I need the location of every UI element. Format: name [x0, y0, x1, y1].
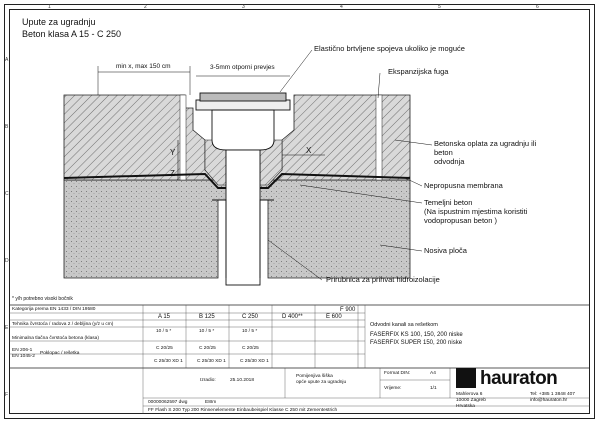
expansion-joint-left	[180, 95, 186, 180]
hauraton-logo-icon	[456, 368, 476, 388]
col-b125: B 125	[199, 314, 215, 320]
thickness-a15: 10 / 5 *	[156, 329, 172, 334]
description-line-2: opće upute za ugradnju	[296, 380, 347, 385]
flange-callout: Prirubnica za prihvat hidroizolacije	[326, 275, 440, 284]
channel-body	[196, 100, 290, 110]
company-address	[456, 392, 486, 410]
formwork-line-2: beton	[434, 148, 453, 157]
width-dimension-label: min x, max 150 cm	[116, 63, 171, 70]
date: 25.10.2018	[230, 378, 255, 383]
x-dimension-label: X	[306, 146, 312, 155]
formwork-line-1: Betonska oplata za ugradnju ili	[434, 139, 537, 148]
expansion-callout: Ekspanzijska fuga	[388, 67, 449, 76]
zone-d: D	[5, 258, 9, 264]
zone-5: 5	[438, 4, 441, 10]
page-label: Vrijeme:	[384, 386, 402, 391]
description-line-1: Pomijenjiva šiška	[296, 374, 333, 379]
product-header: Odvodni kanali sa rešetkom	[370, 322, 438, 328]
format-value: A4	[430, 371, 436, 376]
address-line-3: Hrvatska	[456, 404, 475, 409]
thickness-c250: 10 / 5 *	[242, 329, 258, 334]
col-c250: C 250	[242, 314, 259, 320]
foundation-callout	[424, 198, 527, 225]
document-code: E8Im	[205, 400, 217, 405]
product-2: FASERFIX SUPER 150, 200 niske	[370, 340, 463, 346]
col-a15: A 15	[158, 314, 171, 320]
address-line-2: 10000 Zagreb	[456, 398, 486, 403]
formwork-line-3: odvodnja	[434, 157, 465, 166]
page-value: 1/1	[430, 386, 437, 391]
company-email: info@hauraton.hr	[530, 398, 568, 403]
expansion-joint-right	[376, 95, 382, 180]
grate-b125: C 25/30 XD 1	[197, 359, 226, 364]
zone-3: 3	[242, 4, 245, 10]
thickness-b125: 10 / 5 *	[199, 329, 215, 334]
channel-trough	[212, 110, 274, 150]
row-label-category: Kategorija prema EN 1433 / DIN 19580	[12, 307, 96, 312]
made-by-label: Izradio:	[200, 378, 216, 383]
grate-c250: C 25/30 XD 1	[240, 359, 269, 364]
zone-2: 2	[144, 4, 147, 10]
zone-c: C	[5, 191, 9, 197]
row-label-concrete: Minimalna tlačna čvrstoća betona (klasa)	[12, 336, 99, 341]
membrane-callout: Nepropusna membrana	[424, 181, 503, 190]
zone-b: B	[5, 124, 9, 130]
row-label-thickness: Tehnika čvrstoća / radova 2 / debljina (y/z u cm)	[12, 322, 114, 327]
title-line-1: Upute za ugradnju	[22, 17, 96, 27]
grate-a15: C 25/30 XD 1	[154, 359, 183, 364]
company-phone: Tel: +385 1 3848 407	[530, 392, 575, 397]
concrete-c250: C 20/25	[242, 346, 259, 351]
col-d400: D 400**	[282, 314, 303, 320]
col-f900: F 900	[340, 307, 356, 313]
y-dimension-label: Y	[170, 148, 176, 157]
row-label-grate: Poklopac / rešetka	[40, 351, 80, 356]
drawing-footer: FF Flash S 200 Typ 200 Rinnenelemente Einbaubeispiel Klasse C 250 mit Zementestrich	[148, 408, 338, 413]
formwork-callout	[434, 139, 536, 166]
zone-4: 4	[340, 4, 343, 10]
z-dimension-label: Z	[170, 169, 175, 178]
class-code-2: EN 1045-2	[12, 354, 35, 359]
zone-a: A	[5, 57, 9, 63]
title-line-2: Beton klasa A 15 - C 250	[22, 29, 122, 39]
drawing-number: 00000062597 dwg	[148, 400, 188, 405]
seal-callout: Elastično brtvljene spojeva ukoliko je moguće	[314, 44, 465, 53]
foundation-line-2: (Na ispustnim mjestima koristiti	[424, 207, 528, 216]
concrete-left	[64, 95, 218, 180]
format-label: Format DIN:	[384, 371, 411, 376]
zone-f: F	[5, 392, 9, 398]
drain-pipe	[226, 150, 260, 285]
product-1: FASERFIX KS 100, 150, 200 niske	[370, 332, 463, 338]
description	[296, 374, 346, 386]
foundation-line-1: Temeljni beton	[424, 198, 473, 207]
concrete-b125: C 20/25	[199, 346, 216, 351]
concrete-a15: C 20/25	[156, 346, 173, 351]
class-code-1: EN 206-1	[12, 348, 33, 353]
channel-grate	[200, 93, 286, 101]
col-e600: E 600	[326, 314, 342, 320]
zone-1: 1	[48, 4, 51, 10]
footnote: * y/h potrebno visoki bočnik	[12, 296, 73, 302]
zone-e: E	[5, 325, 9, 331]
slab-callout: Nosiva ploča	[424, 246, 467, 255]
company-logo: hauraton	[480, 368, 558, 389]
address-line-1: Mahlerova 6	[456, 392, 483, 397]
foundation-line-3: vodopropusan beton )	[424, 216, 497, 225]
gap-dimension-label: 3-5mm otporni prevjes	[210, 64, 275, 71]
company-contact	[530, 392, 575, 404]
zone-6: 6	[536, 4, 539, 10]
